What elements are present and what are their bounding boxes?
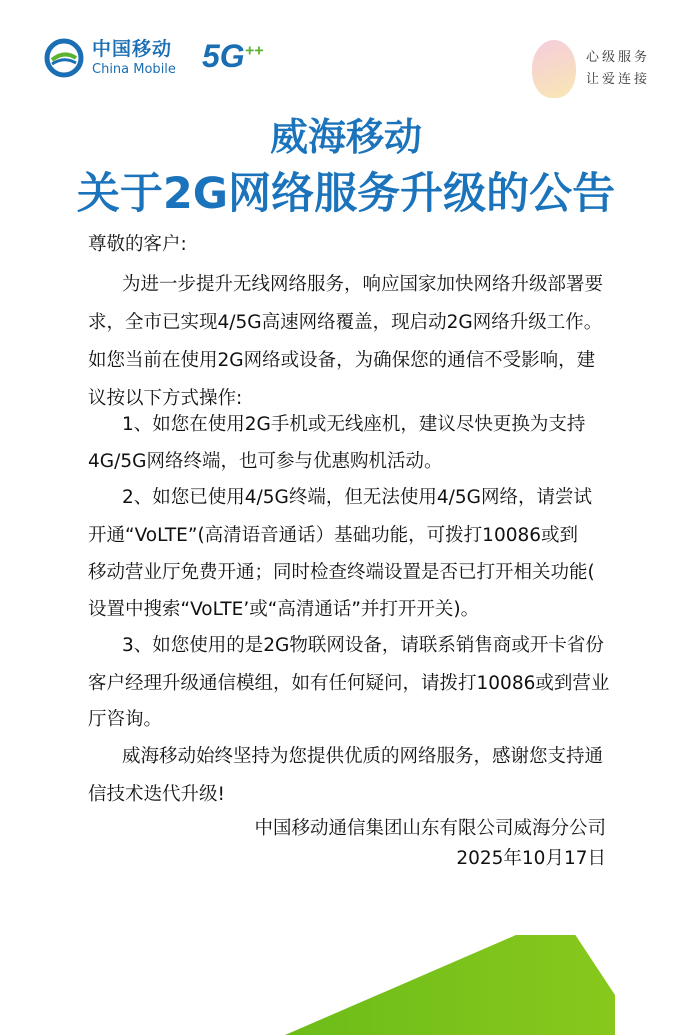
5g-plus: ++	[244, 42, 264, 60]
5g-text: 5G	[202, 38, 245, 74]
signature-date: 2025年10月17日	[456, 848, 606, 869]
title-line-1: 威海移动	[269, 115, 422, 159]
body-line: 1、如您在使用2G手机或无线座机，建议尽快更换为支持	[122, 414, 586, 435]
5g-logo	[202, 38, 263, 75]
body-line: 开通“VoLTE”(高清语音通话）基础功能，可拨打10086或到	[88, 525, 579, 546]
salutation: 尊敬的客户:	[88, 234, 187, 255]
slogan-line-1: 心级服务	[586, 50, 651, 65]
slogan-line-2: 让爱连接	[586, 72, 651, 87]
body-line: 议按以下方式操作:	[88, 388, 243, 409]
body-line: 客户经理升级通信模组，如有任何疑问，请拨打10086或到营业	[88, 673, 610, 694]
body-line: 移动营业厅免费开通；同时检查终端设置是否已打开相关功能(	[88, 562, 595, 583]
body-line: 如您当前在使用2G网络或设备，为确保您的通信不受影响，建	[88, 350, 596, 371]
slogan	[532, 40, 650, 98]
body-line: 2、如您已使用4/5G终端，但无法使用4/5G网络，请尝试	[122, 487, 592, 508]
china-mobile-logo	[44, 38, 176, 78]
body-line: 设置中搜索“VoLTE’或“高清通话”并打开开关)。	[88, 599, 480, 620]
logo-cn: 中国移动	[92, 38, 173, 60]
title-line-2: 关于2G网络服务升级的公告	[76, 169, 616, 219]
body-line: 信技术迭代升级!	[88, 784, 225, 805]
china-mobile-logo-icon	[44, 38, 84, 78]
body-line: 为进一步提升无线网络服务，响应国家加快网络升级部署要	[122, 274, 604, 295]
logo-en: China Mobile	[92, 62, 176, 77]
body-line: 厅咨询。	[88, 709, 163, 730]
signature-org: 中国移动通信集团山东有限公司威海分公司	[254, 818, 606, 839]
body-line: 威海移动始终坚持为您提供优质的网络服务，感谢您支持通	[122, 746, 604, 767]
green-decoration	[285, 935, 615, 1035]
body-line: 3、如您使用的是2G物联网设备，请联系销售商或开卡省份	[122, 635, 604, 656]
body-line: 求，全市已实现4/5G高速网络覆盖，现启动2G网络升级工作。	[88, 312, 603, 333]
heart-icon	[532, 40, 576, 98]
body-line: 4G/5G网络终端，也可参与优惠购机活动。	[88, 451, 443, 472]
